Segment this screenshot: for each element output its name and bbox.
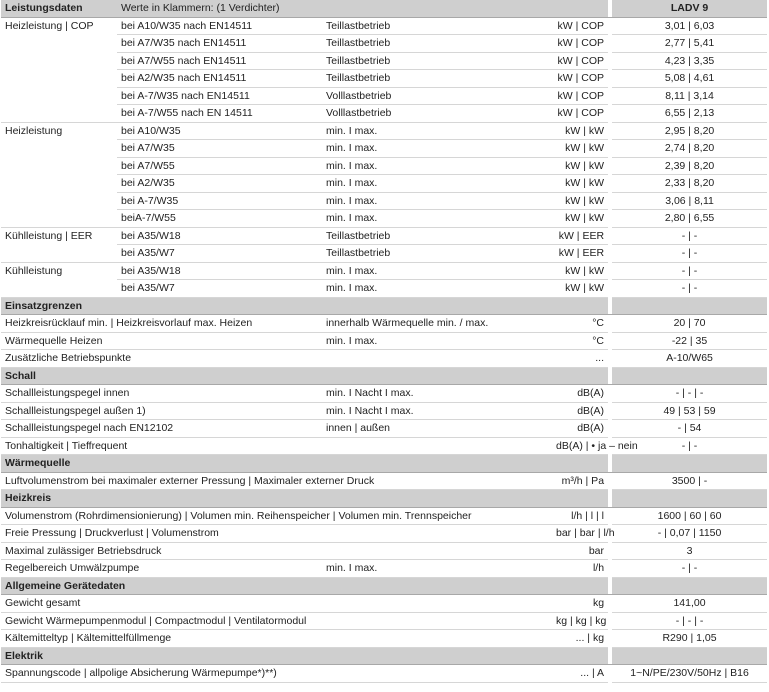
unit: dB(A) <box>552 420 608 438</box>
schall-title: Schall <box>1 367 608 385</box>
condition: bei A2/W35 nach EN14511 <box>117 70 322 88</box>
operating-mode: Teillastbetrieb <box>322 35 552 53</box>
condition: bei A35/W7 <box>117 245 322 263</box>
operating-mode: Teillastbetrieb <box>322 52 552 70</box>
group-spacer <box>1 52 117 70</box>
row-label: Tonhaltigkeit | Tieffrequent <box>1 437 322 455</box>
group-spacer <box>1 210 117 228</box>
row-label: Regelbereich Umwälzpumpe <box>1 560 322 578</box>
table-row <box>1 525 767 543</box>
table-row <box>1 332 767 350</box>
row-note: innerhalb Wärmequelle min. / max. <box>322 315 552 333</box>
value: 6,55 | 2,13 <box>612 105 767 123</box>
value: - | - | - <box>612 612 767 630</box>
table-row <box>1 245 767 263</box>
row-label: Freie Pressung | Druckverlust | Volumenstrom <box>1 525 322 543</box>
heat_cop-label: Heizleistung | COP <box>5 19 94 32</box>
spec-table <box>1 0 767 683</box>
value: - | - <box>612 227 767 245</box>
unit: kg | kg | kg <box>552 612 608 630</box>
condition: bei A35/W7 <box>117 280 322 298</box>
unit: kW | COP <box>552 105 608 123</box>
row-label: Heizkreisrücklauf min. | Heizkreisvorlauf max. Heizen <box>1 315 322 333</box>
row-label: Wärmequelle Heizen <box>1 332 322 350</box>
table-row <box>1 175 767 193</box>
value: 141,00 <box>612 595 767 613</box>
group-spacer <box>1 157 117 175</box>
table-row <box>1 17 767 35</box>
heat-label: Heizleistung <box>5 124 63 137</box>
section-header <box>1 490 767 508</box>
table-row <box>1 560 767 578</box>
row-label: Luftvolumenstrom bei maximaler externer Pressung | Maximaler externer Druck <box>1 472 552 490</box>
condition: bei A7/W55 <box>117 157 322 175</box>
value: - | - <box>612 280 767 298</box>
condition: bei A7/W55 nach EN14511 <box>117 52 322 70</box>
section-header <box>1 367 767 385</box>
heizkreis-title: Heizkreis <box>1 490 608 508</box>
value: 2,95 | 8,20 <box>612 122 767 140</box>
table-row <box>1 262 767 280</box>
value: 2,33 | 8,20 <box>612 175 767 193</box>
table-row <box>1 402 767 420</box>
table-row <box>1 542 767 560</box>
unit: kW | COP <box>552 35 608 53</box>
value: - | - <box>612 437 767 455</box>
table-row <box>1 280 767 298</box>
table-row <box>1 665 767 683</box>
waermequelle-title: Wärmequelle <box>1 455 608 473</box>
row-note <box>322 437 552 455</box>
unit: kW | COP <box>552 87 608 105</box>
operating-mode: min. I max. <box>322 157 552 175</box>
unit: kW | kW <box>552 210 608 228</box>
unit: l/h | l | l <box>552 507 608 525</box>
value: 2,80 | 6,55 <box>612 210 767 228</box>
unit: ... | kg <box>552 630 608 648</box>
section-header-value <box>612 647 767 665</box>
operating-mode: min. I max. <box>322 280 552 298</box>
value: - | - <box>612 262 767 280</box>
row-note: min. I Nacht I max. <box>322 402 552 420</box>
unit: ... <box>552 350 608 368</box>
unit: kW | kW <box>552 122 608 140</box>
table-row <box>1 612 767 630</box>
table-row <box>1 315 767 333</box>
unit: kW | EER <box>552 227 608 245</box>
unit: bar <box>552 542 608 560</box>
table-row <box>1 157 767 175</box>
condition: bei A35/W18 <box>117 227 322 245</box>
table-row <box>1 507 767 525</box>
unit: kW | COP <box>552 52 608 70</box>
section-header-value <box>612 367 767 385</box>
operating-mode: Teillastbetrieb <box>322 227 552 245</box>
value: A-10/W65 <box>612 350 767 368</box>
unit: kW | kW <box>552 175 608 193</box>
unit: kW | kW <box>552 280 608 298</box>
table-row <box>1 595 767 613</box>
group-spacer <box>1 35 117 53</box>
operating-mode: min. I max. <box>322 192 552 210</box>
condition: bei A35/W18 <box>117 262 322 280</box>
row-label: Schallleistungspegel nach EN12102 <box>1 420 322 438</box>
row-note: min. I max. <box>322 332 552 350</box>
header-row <box>1 0 767 17</box>
unit: m³/h | Pa <box>552 472 608 490</box>
unit: kW | COP <box>552 17 608 35</box>
section-header-value <box>612 490 767 508</box>
value: -22 | 35 <box>612 332 767 350</box>
value: - | - | - <box>612 385 767 403</box>
row-label: Schallleistungspegel innen <box>1 385 322 403</box>
value: 1600 | 60 | 60 <box>612 507 767 525</box>
elektrik-title: Elektrik <box>1 647 608 665</box>
unit: kg <box>552 595 608 613</box>
table-row <box>1 350 767 368</box>
row-label: Spannungscode | allpolige Absicherung Wärmepumpe*)**) <box>1 665 552 683</box>
table-row <box>1 420 767 438</box>
table-row <box>1 35 767 53</box>
operating-mode: min. I max. <box>322 175 552 193</box>
table-row <box>1 87 767 105</box>
condition: beiA-7/W55 <box>117 210 322 228</box>
operating-mode: min. I max. <box>322 262 552 280</box>
row-note <box>322 350 552 368</box>
model-name: LADV 9 <box>612 0 767 17</box>
unit: kW | EER <box>552 245 608 263</box>
unit: kW | kW <box>552 192 608 210</box>
condition: bei A-7/W55 nach EN 14511 <box>117 105 322 123</box>
row-note: min. I max. <box>322 560 552 578</box>
value: R290 | 1,05 <box>612 630 767 648</box>
unit: bar | bar | l/h <box>552 525 608 543</box>
section-header <box>1 297 767 315</box>
value: 8,11 | 3,14 <box>612 87 767 105</box>
table-row <box>1 192 767 210</box>
value: - | 54 <box>612 420 767 438</box>
operating-mode: Teillastbetrieb <box>322 245 552 263</box>
unit: °C <box>552 332 608 350</box>
header-title: Leistungsdaten <box>1 0 117 17</box>
table-row <box>1 122 767 140</box>
row-note <box>322 525 552 543</box>
condition: bei A10/W35 <box>117 122 322 140</box>
operating-mode: min. I max. <box>322 122 552 140</box>
einsatz-title: Einsatzgrenzen <box>1 297 608 315</box>
value: 20 | 70 <box>612 315 767 333</box>
table-row <box>1 52 767 70</box>
value: 4,23 | 3,35 <box>612 52 767 70</box>
row-note: innen | außen <box>322 420 552 438</box>
value: 3,06 | 8,11 <box>612 192 767 210</box>
unit: °C <box>552 315 608 333</box>
value: - | - <box>612 560 767 578</box>
condition: bei A-7/W35 <box>117 192 322 210</box>
operating-mode: Volllastbetrieb <box>322 87 552 105</box>
row-note <box>322 542 552 560</box>
unit: dB(A) | • ja – nein <box>552 437 608 455</box>
unit: ... | A <box>552 665 608 683</box>
group-spacer <box>1 245 117 263</box>
geraet-title: Allgemeine Gerätedaten <box>1 577 608 595</box>
operating-mode: min. I max. <box>322 140 552 158</box>
unit: dB(A) <box>552 385 608 403</box>
condition: bei A7/W35 <box>117 140 322 158</box>
operating-mode: Volllastbetrieb <box>322 105 552 123</box>
row-label: Kältemitteltyp | Kältemittelfüllmenge <box>1 630 552 648</box>
table-row <box>1 472 767 490</box>
group-spacer <box>1 175 117 193</box>
row-label: Schallleistungspegel außen 1) <box>1 402 322 420</box>
section-header <box>1 455 767 473</box>
value: 3,01 | 6,03 <box>612 17 767 35</box>
value: 1~N/PE/230V/50Hz | B16 <box>612 665 767 683</box>
group-spacer <box>1 87 117 105</box>
unit: kW | COP <box>552 70 608 88</box>
unit: l/h <box>552 560 608 578</box>
row-label: Zusätzliche Betriebspunkte <box>1 350 322 368</box>
table-row <box>1 105 767 123</box>
unit: kW | kW <box>552 262 608 280</box>
unit: kW | kW <box>552 157 608 175</box>
condition: bei A2/W35 <box>117 175 322 193</box>
value: 2,77 | 5,41 <box>612 35 767 53</box>
cool-label: Kühlleistung <box>5 264 63 277</box>
group-spacer <box>1 192 117 210</box>
group-spacer <box>1 70 117 88</box>
value: 2,74 | 8,20 <box>612 140 767 158</box>
value: - | - <box>612 245 767 263</box>
condition: bei A-7/W35 nach EN14511 <box>117 87 322 105</box>
value: 5,08 | 4,61 <box>612 70 767 88</box>
group-spacer <box>1 105 117 123</box>
value: 2,39 | 8,20 <box>612 157 767 175</box>
section-header-value <box>612 577 767 595</box>
value: 3500 | - <box>612 472 767 490</box>
value: - | 0,07 | 1150 <box>612 525 767 543</box>
group-spacer <box>1 280 117 298</box>
row-label: Volumenstrom (Rohrdimensionierung) | Volumen min. Reihenspeicher | Volumen min. Trennspeicher <box>1 507 322 525</box>
operating-mode: min. I max. <box>322 210 552 228</box>
value: 3 <box>612 542 767 560</box>
table-row <box>1 227 767 245</box>
value: 49 | 53 | 59 <box>612 402 767 420</box>
group-spacer <box>1 140 117 158</box>
operating-mode: Teillastbetrieb <box>322 17 552 35</box>
condition: bei A7/W35 nach EN14511 <box>117 35 322 53</box>
row-label: Maximal zulässiger Betriebsdruck <box>1 542 322 560</box>
section-header-value <box>612 297 767 315</box>
section-header <box>1 577 767 595</box>
table-row <box>1 437 767 455</box>
condition: bei A10/W35 nach EN14511 <box>117 17 322 35</box>
table-row <box>1 210 767 228</box>
unit: dB(A) <box>552 402 608 420</box>
header-note: Werte in Klammern: (1 Verdichter) <box>117 0 608 17</box>
row-label: Gewicht gesamt <box>1 595 552 613</box>
row-label: Gewicht Wärmepumpenmodul | Compactmodul | Ventilatormodul <box>1 612 552 630</box>
table-row <box>1 140 767 158</box>
table-row <box>1 385 767 403</box>
table-row <box>1 70 767 88</box>
cool_eer-label: Kühlleistung | EER <box>5 229 93 242</box>
table-row <box>1 630 767 648</box>
operating-mode: Teillastbetrieb <box>322 70 552 88</box>
section-header-value <box>612 455 767 473</box>
unit: kW | kW <box>552 140 608 158</box>
row-note: min. I Nacht I max. <box>322 385 552 403</box>
section-header <box>1 647 767 665</box>
